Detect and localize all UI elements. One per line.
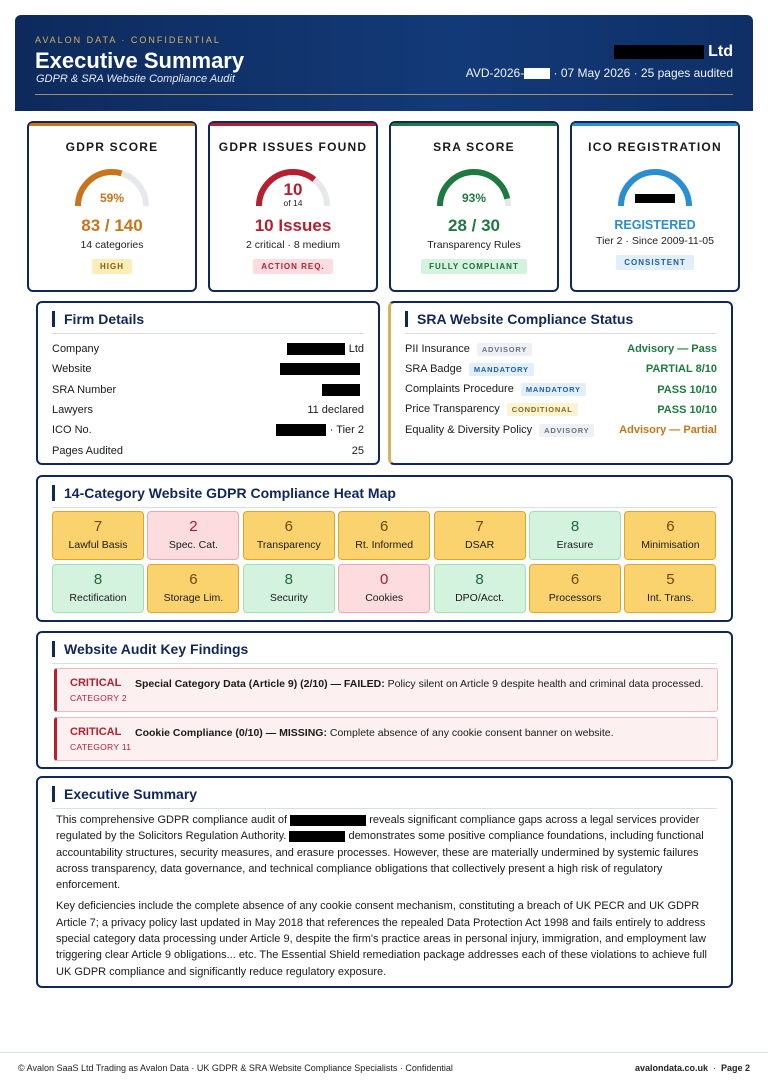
detail-value-text: Ltd — [348, 342, 364, 355]
sra-status-panel — [388, 301, 733, 465]
summary-text: demonstrates some positive compliance foundations, including functional accountability structures, security measures, and erasure processes. However, these are materially undermined by systemic failures across transparency, data governance, and technical compliance obligations that collectively present a high risk of regulatory enforcement. — [56, 830, 704, 892]
summary-paragraph — [56, 812, 715, 893]
cell-category: Storage Lim. — [163, 592, 224, 604]
heatmap-cell — [624, 564, 716, 613]
score-card — [570, 121, 740, 292]
sra-item-label: Equality & Diversity Policy — [405, 423, 533, 436]
summary-text: reveals significant compliance gaps across a legal services provider regulated by the Solicitors Regulation Authority. — [56, 814, 700, 843]
summary-paragraph: Key deficiencies include the complete absence of any cookie consent mechanism, constituting a breach of UK PECR and UK GDPR Article 7; a privacy policy last updated in May 2018 that references the repealed Data Protection Act 1998 and fails entirely to address special category data processing under Article 9, despite the firm's practice areas in personal injury, immigration, and employment law triggering clear Article 9 obligations... etc. The Essential Shield remediation package addresses each of these violations to achieve full UK GDPR compliance and significantly reduce regulatory exposure. — [56, 900, 708, 978]
firm-name — [614, 43, 733, 61]
card-label: ICO REGISTRATION — [588, 140, 722, 154]
redaction-bar — [280, 363, 360, 375]
detail-value — [280, 363, 364, 375]
sra-item-label: SRA Badge — [405, 362, 462, 375]
sra-item — [405, 363, 534, 376]
finding-item — [54, 717, 718, 761]
sra-result: PASS 10/10 — [657, 403, 717, 416]
heatmap-cell — [529, 564, 621, 613]
gauge — [256, 168, 330, 212]
card-subtext: 2 critical · 8 medium — [246, 239, 340, 251]
redaction-bar — [290, 815, 366, 826]
gauge-value: 59% — [99, 191, 125, 205]
finding-body: Policy silent on Article 9 despite health and criminal data processed. — [384, 678, 704, 690]
cell-category: DSAR — [465, 539, 495, 551]
severity-label: CRITICAL — [70, 677, 122, 689]
redaction-bar — [524, 68, 550, 79]
cell-score: 6 — [570, 571, 580, 588]
sra-status-row — [405, 420, 717, 440]
status-badge: CONSISTENT — [616, 255, 694, 270]
sra-status-row — [405, 359, 717, 379]
sra-result: PASS 10/10 — [657, 383, 717, 396]
detail-label: SRA Number — [52, 383, 117, 396]
footer-right: avalondata.co.uk · Page 2 — [634, 1063, 750, 1073]
requirement-tag: ADVISORY — [477, 343, 532, 356]
detail-value-text: 25 — [351, 444, 364, 457]
card-accent — [29, 123, 195, 126]
card-value: REGISTERED — [614, 218, 696, 232]
detail-value — [352, 445, 364, 457]
divider — [405, 333, 717, 334]
heatmap-cell — [434, 511, 526, 560]
cell-category: Rectification — [69, 592, 127, 604]
divider — [52, 808, 717, 809]
heatmap-panel — [36, 475, 733, 622]
card-accent — [210, 123, 376, 126]
cell-category: Erasure — [556, 539, 594, 551]
firm-details-panel — [36, 301, 380, 465]
footer-left: © Avalon SaaS Ltd Trading as Avalon Data · UK GDPR & SRA Website Compliance Specialists · Confidential — [18, 1063, 453, 1073]
firm-detail-row — [52, 420, 364, 440]
reference-prefix: AVD-2026- — [465, 66, 525, 80]
cell-score: 8 — [284, 571, 293, 588]
firm-detail-row — [52, 441, 364, 461]
card-label: GDPR SCORE — [65, 140, 159, 154]
findings-title: Website Audit Key Findings — [52, 641, 248, 657]
detail-value — [307, 404, 364, 416]
score-card — [389, 121, 559, 292]
heatmap-cell — [147, 511, 239, 560]
sra-item — [405, 383, 586, 396]
summary-panel — [36, 776, 733, 988]
card-accent — [391, 123, 557, 126]
cell-score: 8 — [93, 571, 103, 588]
sra-item-label: PII Insurance — [405, 342, 470, 355]
card-subtext: Tier 2 · Since 2009-11-05 — [596, 235, 714, 247]
sra-item — [405, 403, 578, 416]
redaction-bar — [635, 194, 675, 203]
firm-suffix: Ltd — [708, 43, 733, 60]
gauge — [618, 168, 692, 212]
sra-result: Advisory — Pass — [627, 343, 717, 355]
finding-category: CATEGORY 2 — [70, 693, 127, 703]
cell-score: 5 — [666, 571, 675, 588]
severity-label: CRITICAL — [70, 726, 122, 738]
firm-details-title: Firm Details — [52, 311, 144, 327]
card-subtext: 14 categories — [80, 239, 144, 251]
sra-status-row — [405, 339, 717, 359]
sra-item-label: Complaints Procedure — [405, 383, 514, 396]
card-label: SRA SCORE — [433, 140, 515, 154]
divider — [52, 663, 717, 664]
heatmap-cell — [52, 564, 144, 613]
cell-category: Int. Trans. — [647, 592, 694, 604]
requirement-tag: MANDATORY — [521, 383, 586, 396]
redaction-bar — [322, 384, 360, 396]
cell-category: DPO/Acct. — [455, 592, 505, 604]
cell-category: Rt. Informed — [355, 539, 414, 551]
redaction-bar — [289, 831, 345, 842]
redaction-bar — [287, 343, 345, 355]
footer-divider — [0, 1052, 768, 1053]
detail-label: Lawyers — [52, 403, 93, 416]
header-divider — [35, 94, 733, 95]
requirement-tag: ADVISORY — [539, 424, 594, 437]
cell-score: 0 — [380, 571, 389, 588]
card-value: 28 / 30 — [448, 216, 500, 235]
heatmap-cell — [243, 564, 335, 613]
heatmap-cell — [529, 511, 621, 560]
card-value: 10 Issues — [254, 216, 332, 235]
page-title: Executive Summary — [35, 48, 245, 73]
cell-score: 6 — [284, 518, 293, 535]
gauge — [437, 168, 511, 212]
summary-text: This comprehensive GDPR compliance audit of — [56, 814, 288, 826]
sra-status-row — [405, 380, 717, 400]
status-badge: HIGH — [92, 259, 132, 274]
requirement-tag: MANDATORY — [469, 363, 534, 376]
status-badge: FULLY COMPLIANT — [421, 259, 527, 274]
sra-result: PARTIAL 8/10 — [645, 363, 717, 376]
divider — [52, 333, 364, 334]
detail-value — [276, 424, 364, 436]
requirement-tag: CONDITIONAL — [507, 403, 578, 416]
heatmap-cell — [243, 511, 335, 560]
redaction-bar — [276, 424, 326, 436]
cell-category: Cookies — [365, 592, 404, 604]
firm-detail-row — [52, 400, 364, 420]
findings-panel — [36, 631, 733, 769]
heatmap-cell — [52, 511, 144, 560]
card-subtext: Transparency Rules — [427, 239, 521, 251]
gauge-sub: of 14 — [283, 198, 303, 208]
sra-item — [405, 424, 594, 437]
score-card — [27, 121, 197, 292]
header-kicker: AVALON DATA · CONFIDENTIAL — [35, 35, 221, 45]
detail-value-text: · Tier 2 — [329, 424, 364, 437]
heatmap-cell — [338, 564, 430, 613]
report-reference — [466, 66, 733, 80]
heatmap-cell — [624, 511, 716, 560]
sra-item-label: Price Transparency — [405, 403, 500, 416]
footer-page: Page 2 — [720, 1063, 750, 1073]
cell-score: 2 — [189, 518, 198, 535]
report-header — [15, 15, 753, 111]
footer-site: avalondata.co.uk — [634, 1063, 708, 1073]
detail-label: Company — [52, 343, 100, 355]
card-value: 83 / 140 — [81, 216, 143, 235]
sra-status-row — [405, 400, 717, 420]
detail-label: Pages Audited — [52, 444, 123, 457]
sra-result: Advisory — Partial — [619, 424, 717, 437]
sra-item — [405, 343, 532, 356]
gauge — [75, 168, 149, 212]
score-card — [208, 121, 378, 292]
heatmap-cell — [147, 564, 239, 613]
finding-category: CATEGORY 11 — [70, 742, 132, 752]
cell-category: Minimisation — [641, 539, 700, 551]
divider — [52, 507, 717, 508]
detail-label: Website — [52, 363, 92, 376]
cell-category: Transparency — [256, 539, 321, 551]
finding-body: Complete absence of any cookie consent banner on website. — [326, 727, 614, 739]
cell-category: Lawful Basis — [68, 539, 128, 551]
firm-detail-row — [52, 339, 364, 359]
redaction-bar — [614, 45, 704, 59]
cell-score: 6 — [189, 571, 198, 588]
firm-detail-row — [52, 380, 364, 400]
firm-detail-row — [52, 359, 364, 379]
finding-text — [135, 678, 715, 690]
heatmap-title: 14-Category Website GDPR Compliance Heat Map — [52, 485, 396, 501]
cell-score: 6 — [666, 518, 675, 535]
summary-title: Executive Summary — [52, 786, 197, 802]
finding-heading: Special Category Data (Article 9) (2/10) — FAILED: — [135, 678, 385, 690]
sra-status-title: SRA Website Compliance Status — [405, 311, 633, 327]
detail-value — [287, 343, 364, 355]
page-subtitle: GDPR & SRA Website Compliance Audit — [36, 73, 235, 85]
reference-details: · 07 May 2026 · 25 pages audited — [550, 66, 733, 80]
status-badge: ACTION REQ. — [253, 259, 332, 274]
cell-category: Processors — [548, 592, 602, 604]
heatmap-cell — [338, 511, 430, 560]
page-footer — [18, 1063, 750, 1073]
detail-value-text: 11 declared — [307, 403, 364, 416]
card-accent — [572, 123, 738, 126]
finding-heading: Cookie Compliance (0/10) — MISSING: — [135, 727, 327, 739]
detail-label: ICO No. — [52, 424, 92, 437]
heatmap-cell — [434, 564, 526, 613]
cell-score: 6 — [380, 518, 389, 535]
cell-category: Security — [269, 592, 308, 604]
gauge-value: 10 — [283, 180, 303, 199]
card-label: GDPR ISSUES FOUND — [218, 140, 368, 154]
finding-item — [54, 668, 718, 712]
gauge-value: 93% — [461, 191, 487, 205]
finding-text — [135, 727, 715, 739]
cell-score: 8 — [475, 571, 484, 588]
cell-category: Spec. Cat. — [168, 539, 218, 551]
cell-score: 7 — [93, 518, 103, 535]
detail-value — [322, 384, 364, 396]
cell-score: 7 — [475, 518, 484, 535]
cell-score: 8 — [570, 518, 580, 535]
